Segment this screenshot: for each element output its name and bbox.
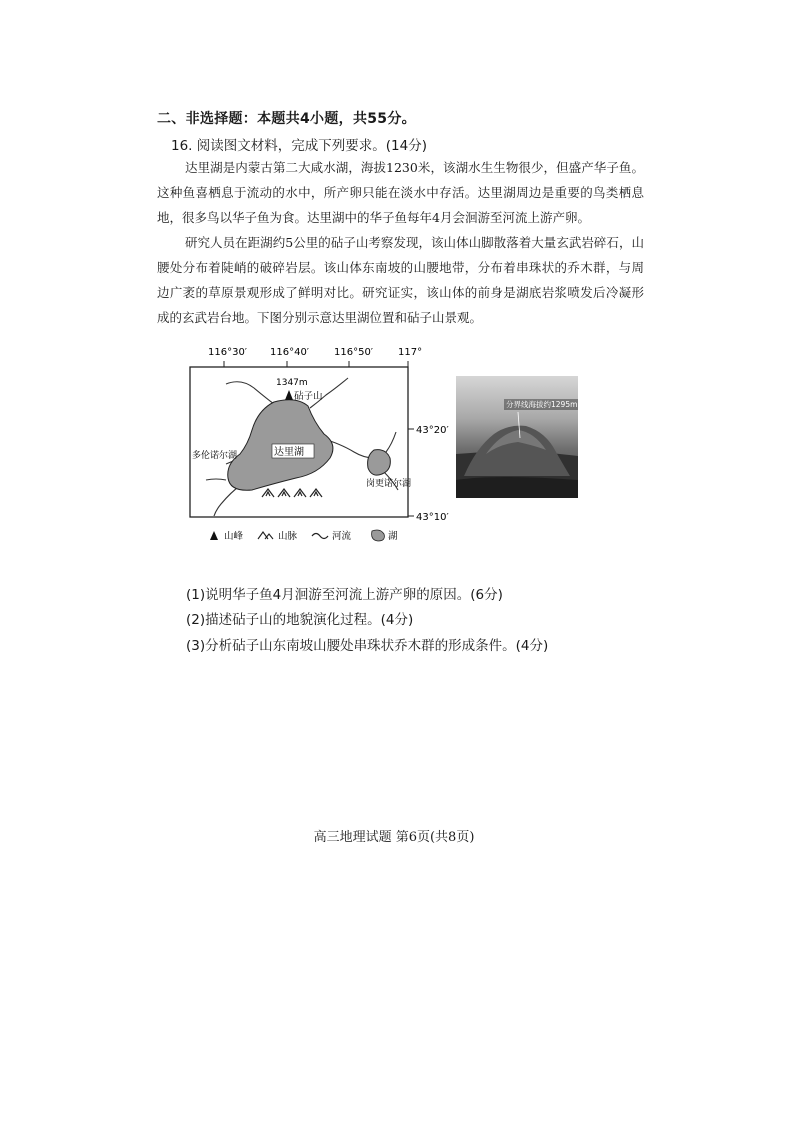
footer-text: 高三地理试题 第6页(共8页) bbox=[313, 830, 475, 845]
zhenzi-mountain-photo bbox=[456, 376, 578, 498]
lon-label: 116°40′ bbox=[270, 347, 310, 358]
legend-peak-label: 山峰 bbox=[224, 531, 244, 542]
peak-elevation: 1347m bbox=[276, 378, 308, 388]
sub-question-2: (2)描述砧子山的地貌演化过程。(4分) bbox=[186, 612, 414, 628]
lake-east-label: 岗更诺尔湖 bbox=[366, 479, 412, 489]
lake-west-label: 多伦诺尔湖 bbox=[192, 451, 238, 461]
mountain-photo-illustration bbox=[456, 376, 578, 498]
location-map bbox=[186, 340, 456, 550]
sub-question-3: (3)分析砧子山东南坡山腰处串珠状乔木群的形成条件。(4分) bbox=[186, 638, 549, 654]
lake-main-label: 达里湖 bbox=[274, 447, 304, 458]
lon-label: 117° bbox=[398, 347, 423, 358]
material-paragraph-1: 达里湖是内蒙古第二大咸水湖，海拔1230米，该湖水生生物很少，但盛产华子鱼。这种鱼喜栖息于流动的水中，所产卵只能在淡水中存活。达里湖周边是重要的鸟类栖息地，很多鸟以华子鱼为食。达里湖中的华子鱼每年4月会洄游至河流上游产卵。 bbox=[157, 160, 644, 225]
ganggeng-lake bbox=[368, 450, 391, 475]
sub-question-1: (1)说明华子鱼4月洄游至河流上游产卵的原因。(6分) bbox=[186, 587, 503, 603]
legend-river-label: 河流 bbox=[332, 531, 352, 542]
figure bbox=[186, 340, 596, 550]
section-title: 二、非选择题：本题共4小题，共55分。 bbox=[157, 111, 416, 127]
legend-lake-label: 湖 bbox=[388, 531, 398, 542]
lat-label: 43°10′ bbox=[416, 512, 449, 523]
lat-label: 43°20′ bbox=[416, 425, 449, 436]
peak-name: 砧子山 bbox=[294, 391, 323, 402]
legend-range-label: 山脉 bbox=[278, 531, 298, 542]
lon-label: 116°30′ bbox=[208, 347, 248, 358]
material-paragraph-2: 研究人员在距湖约5公里的砧子山考察发现，该山体山脚散落着大量玄武岩碎石，山腰处分布着陡峭的破碎岩层。该山体东南坡的山腰地带，分布着串珠状的乔木群，与周边广袤的草原景观形成了鲜明对比。研究证实，该山体的前身是湖底岩浆喷发后冷凝形成的玄武岩台地。下图分别示意达里湖位置和砧子山景观。 bbox=[157, 235, 644, 325]
question-header: 16. 阅读图文材料，完成下列要求。(14分) bbox=[171, 138, 427, 154]
legend bbox=[210, 530, 398, 542]
lon-label: 116°50′ bbox=[334, 347, 374, 358]
photo-caption: 分界线海拔约1295m bbox=[506, 400, 578, 409]
page-footer bbox=[0, 826, 800, 845]
